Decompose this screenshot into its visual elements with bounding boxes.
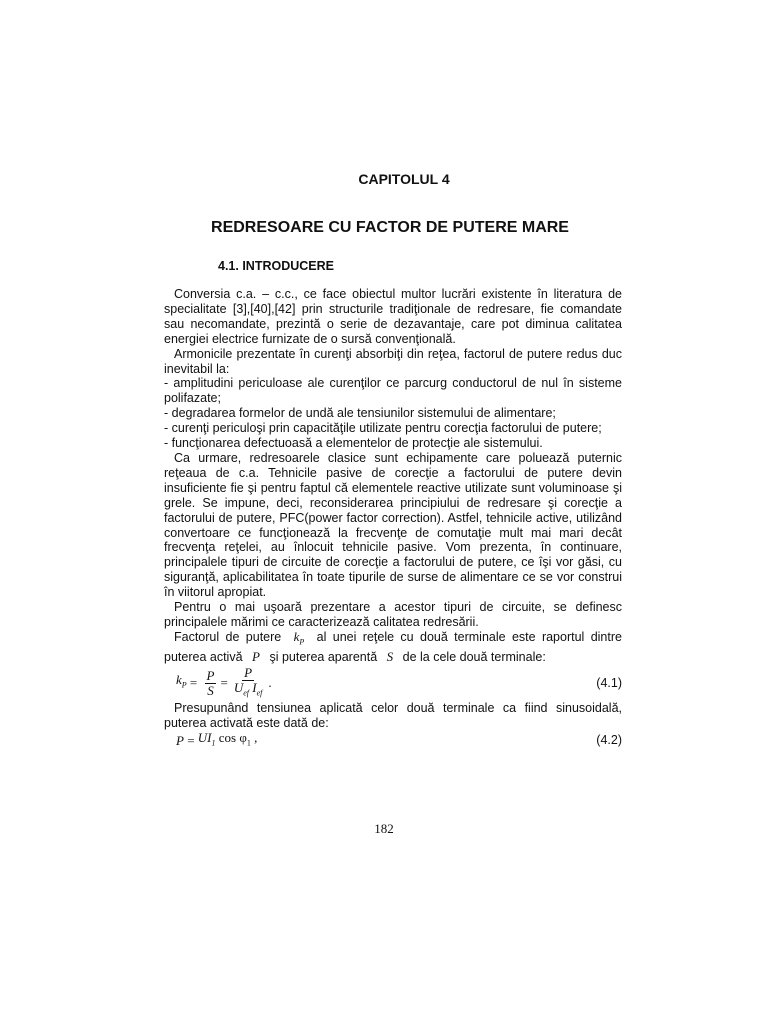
paragraph-2: Armonicile prezentate în curenţi absorbiţi din reţea, factorul de putere redus duc inevitabil la: [164,346,622,376]
paragraph-1: Conversia c.a. – c.c., ce face obiectul multor lucrări existente în literatura de specialitate [3],[40],[42] prin structurile tradiţionale de redresare, fie comandate sau necomandate, prezintă o serie de dezavantaje, care pot diminua calitatea energiei electrice furnizate de o sursă convenţională. [164,287,622,346]
symbol-kp: $k_P$ [293,628,305,647]
symbol-s: S [386,649,394,665]
body-text [164,287,622,751]
equation-4-1 [164,665,622,701]
equation-4-1-number: (4.1) [596,676,622,691]
paragraph-3: Ca urmare, redresoarele clasice sunt echipamente care poluează puternic reţeaua de c.a. Tehnicile pasive de corecţie a factorului de putere devin insuficiente fie şi pentru faptul că elementele reactive utilizate sunt voluminoase şi grele. Se impune, deci, reconsiderarea principiului de redresare şi corecţie a factorului de putere, PFC(power factor correction). Astfel, tehnicile active, utilizând convertoare ce funcţionează la frecvenţe de comutaţie mult mai mari decât frecvenţa reţelei, au înlocuit tehnicile pasive. Vom prezenta, în continuare, principalele tipuri de circuite de corecţie a factorului de putere, ce îşi vor găsi, cu siguranţă, aplicabilitatea în toate tipurile de surse de alimentare ce se vor construi în viitorul apropiat. [164,450,622,600]
p5-part-d: de la cele două terminale: [402,650,546,665]
section-heading: 4.1. INTRODUCERE [218,259,334,273]
symbol-p: P [252,649,260,665]
paragraph-6: Presupunând tensiunea aplicată celor două terminale ca fiind sinusoidală, puterea activată este dată de: [164,701,622,731]
chapter-title: REDRESOARE CU FACTOR DE PUTERE MARE [211,219,569,236]
paragraph-4: Pentru o mai uşoară prezentare a acestor tipuri de circuite, se definesc principalele mărimi ce caracterizează calitatea redresării. [164,600,622,629]
p5-part-b: al unei reţele cu două terminale este raportul dintre puterea activă [164,629,622,665]
equation-4-2-number: (4.2) [596,733,622,748]
paragraph-5 [164,630,622,665]
p5-part-c: şi puterea aparentă [269,650,378,665]
page-number: 182 [374,821,394,836]
equation-4-2-formula: P = $UI_1$ $\cos \varphi_1$ , [176,729,258,748]
bullet-2: - degradarea formelor de undă ale tensiunilor sistemului de alimentare; [164,406,556,421]
chapter-heading: CAPITOLUL 4 [358,171,450,187]
bullet-1: - amplitudini periculoase ale curenţilor ce parcurg conductorul de nul în sisteme polifazate; [164,376,622,406]
equation-4-2 [164,731,622,751]
p5-part-a: Factorul de putere [174,629,282,644]
bullet-3: - curenţi periculoşi prin capacităţile utilizate pentru corecţia factorului de putere; [164,421,602,436]
equation-4-1-formula: $k_P$ = $\frac{P}{S}$ = $\frac{P}{U_{ef} I_{ef}}$ . [176,664,272,698]
bullet-4: - funcţionarea defectuoasă a elementelor de protecţie ale sistemului. [164,436,543,451]
